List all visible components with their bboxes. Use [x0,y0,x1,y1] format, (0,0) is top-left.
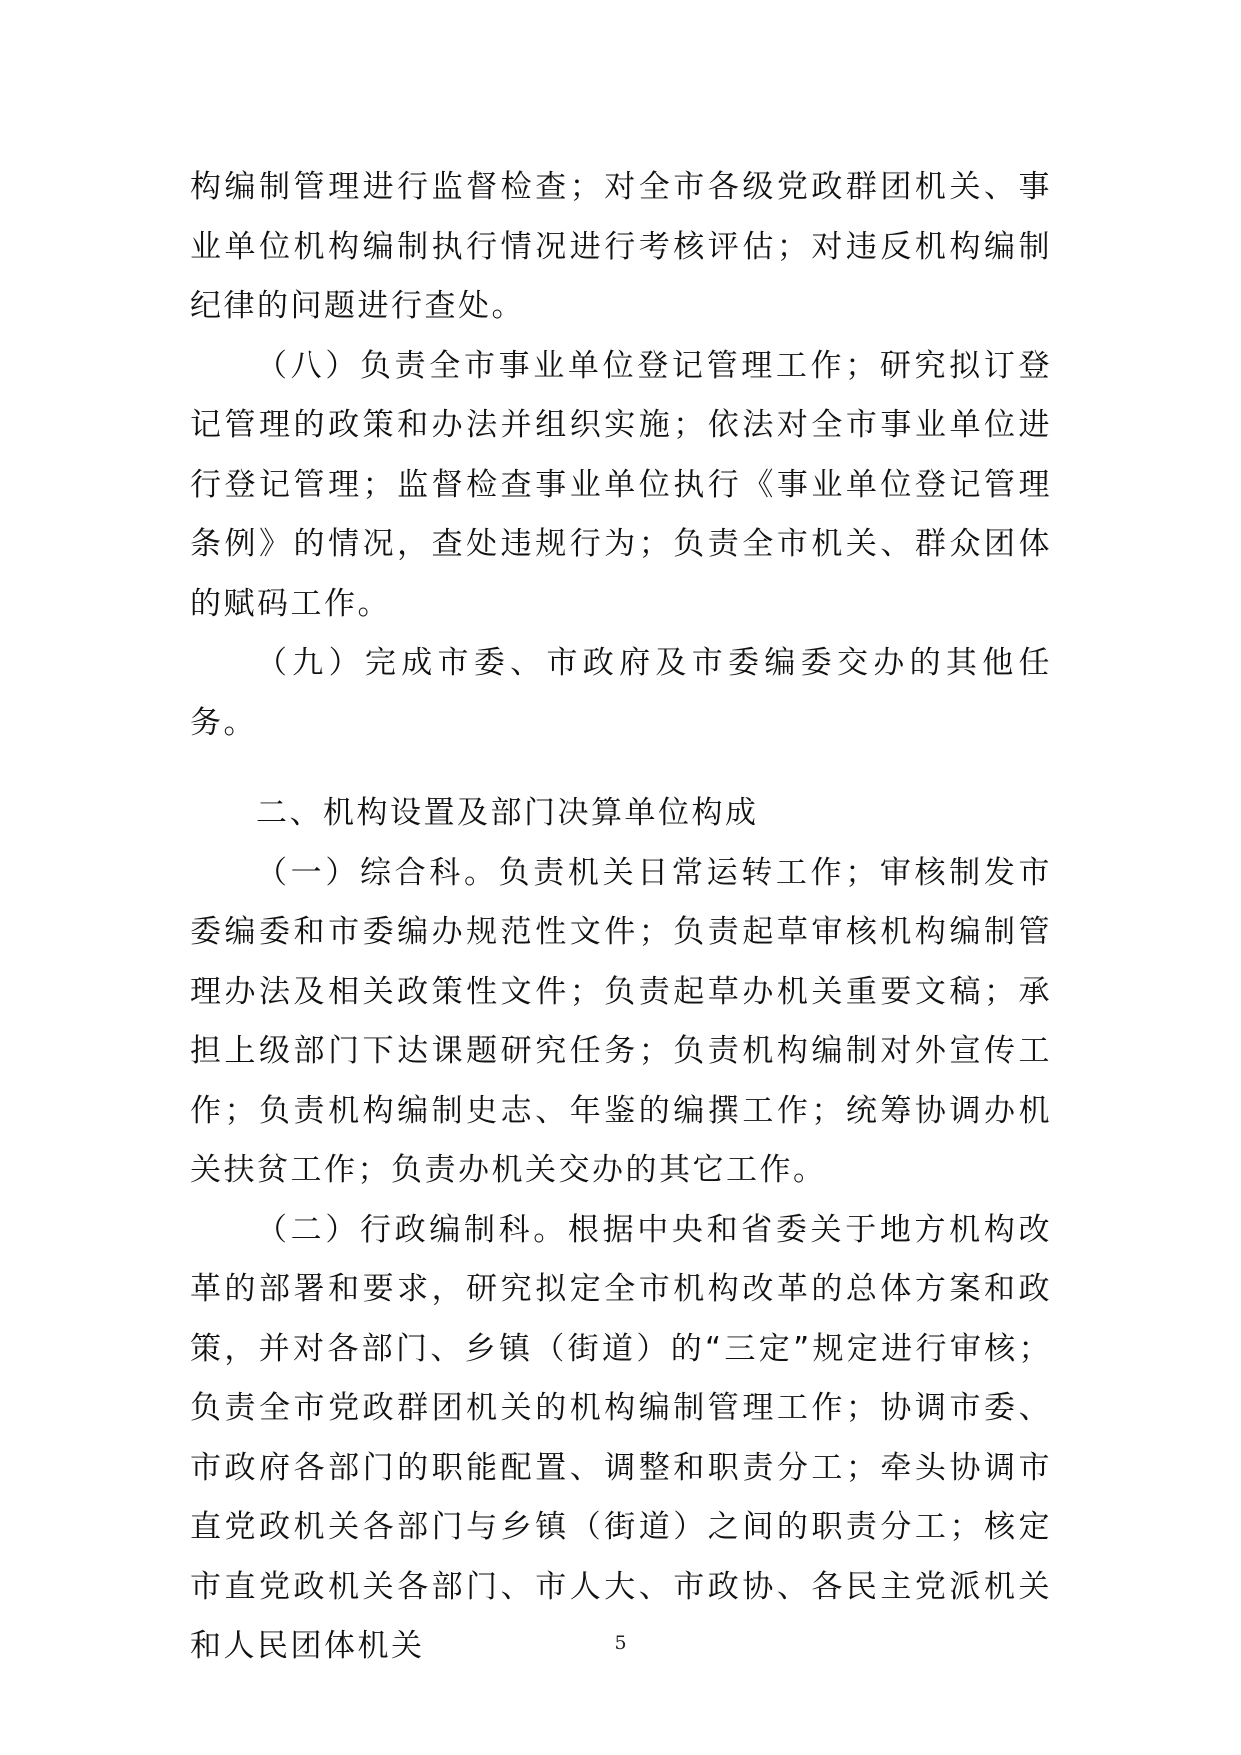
body-text [190,158,1052,1677]
section-heading-2: 二、机构设置及部门决算单位构成 [256,795,759,831]
paragraph-item-9: （九）完成市委、市政府及市委编委交办的其他任务。 [190,645,1052,741]
paragraph-continuation: 构编制管理进行监督检查；对全市各级党政群团机关、事业单位机构编制执行情况进行考核评估；对违反机构编制纪律的问题进行查处。 [190,169,1052,324]
paragraph-admin-staffing-section: （二）行政编制科。根据中央和省委关于地方机构改革的部署和要求，研究拟定全市机构改革的总体方案和政策，并对各部门、乡镇（街道）的“三定”规定进行审核；负责全市党政群团机关的机构编制管理工作；协调市委、市政府各部门的职能配置、调整和职责分工；牵头协调市直党政机关各部门与乡镇（街道）之间的职责分工；核定市直党政机关各部门、市人大、市政协、各民主党派机关和人民团体机关 [190,1211,1052,1664]
page-number: 5 [614,1632,627,1654]
paragraph-item-8: （八）负责全市事业单位登记管理工作；研究拟订登记管理的政策和办法并组织实施；依法对全市事业单位进行登记管理；监督检查事业单位执行《事业单位登记管理条例》的情况，查处违规行为；负责全市机关、群众团体的赋码工作。 [190,347,1052,622]
paragraph-general-office: （一）综合科。负责机关日常运转工作；审核制发市委编委和市委编办规范性文件；负责起草审核机构编制管理办法及相关政策性文件；负责起草办机关重要文稿；承担上级部门下达课题研究任务；负责机构编制对外宣传工作；负责机构编制史志、年鉴的编撰工作；统筹协调办机关扶贫工作；负责办机关交办的其它工作。 [190,854,1052,1188]
